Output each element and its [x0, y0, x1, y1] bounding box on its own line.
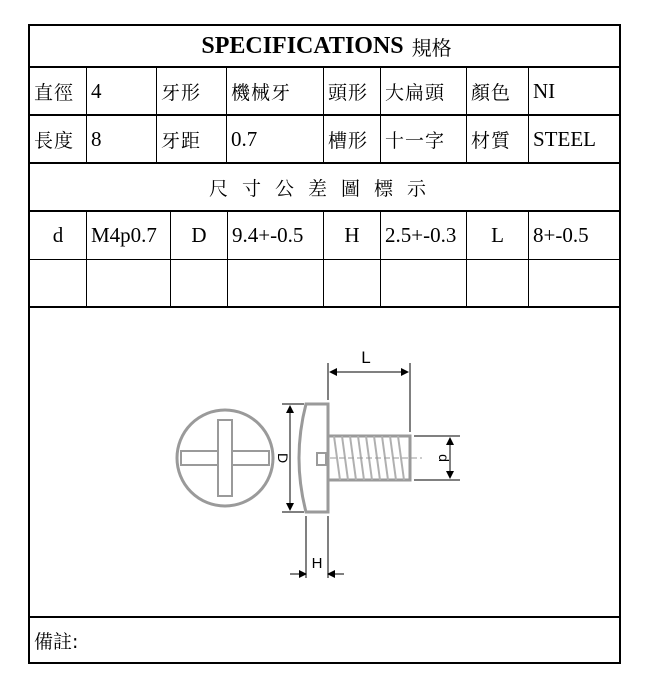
screw-head-side	[299, 404, 328, 512]
label-slot-type: 槽形	[324, 116, 381, 162]
empty-cell	[228, 260, 324, 306]
label-pitch: 牙距	[157, 116, 227, 162]
value-slot-type: 十一字	[381, 116, 467, 162]
empty-cell	[324, 260, 381, 306]
label-diameter: 直徑	[30, 68, 87, 114]
value-pitch: 0.7	[227, 116, 324, 162]
remark-label: 備註:	[34, 630, 79, 653]
dim-symbol-D: D	[171, 212, 228, 259]
label-color: 顏色	[467, 68, 529, 114]
spec-sheet	[28, 24, 621, 664]
value-thread-type: 機械牙	[227, 68, 324, 114]
value-material: STEEL	[533, 126, 596, 151]
title-cn: 規格	[411, 35, 452, 60]
dim-value-d: M4p0.7	[87, 212, 171, 259]
title-en: SPECIFICATIONS	[201, 32, 404, 59]
screw-side-view	[299, 404, 422, 512]
dim-symbol-L: L	[467, 212, 529, 259]
dim-value-L: 8+-0.5	[533, 223, 589, 247]
label-D: D	[275, 452, 291, 464]
value-diameter: 4	[87, 68, 157, 114]
page-title	[30, 26, 619, 66]
label-L: L	[361, 348, 371, 367]
label-H: H	[311, 555, 323, 572]
dimension-L	[328, 348, 410, 432]
dimension-row	[30, 212, 619, 260]
tolerance-title-row	[30, 164, 619, 212]
label-material: 材質	[467, 116, 529, 162]
dimension-H	[290, 516, 344, 578]
label-length: 長度	[30, 116, 87, 162]
value-color: NI	[533, 78, 556, 103]
dim-value-D: 9.4+-0.5	[228, 212, 324, 259]
empty-cell	[467, 260, 529, 306]
value-head-type: 大扁頭	[381, 68, 467, 114]
spec-row-2	[30, 116, 619, 164]
empty-cell	[171, 260, 228, 306]
label-head-type: 頭形	[324, 68, 381, 114]
value-length: 8	[87, 116, 157, 162]
screw-drawing-svg	[30, 308, 621, 618]
dim-value-H: 2.5+-0.3	[381, 212, 467, 259]
spec-row-1	[30, 68, 619, 116]
empty-cell	[381, 260, 467, 306]
empty-cell	[87, 260, 171, 306]
remark-row	[30, 616, 619, 662]
empty-dimension-row	[30, 260, 619, 308]
title-row	[30, 26, 619, 68]
label-thread-type: 牙形	[157, 68, 227, 114]
head-top-view	[177, 410, 273, 506]
empty-cell	[529, 260, 621, 306]
tolerance-title: 尺寸公差圖標示	[208, 177, 440, 200]
dim-symbol-H: H	[324, 212, 381, 259]
label-d: d	[436, 454, 452, 462]
empty-cell	[30, 260, 87, 306]
slot-cross-center	[219, 452, 231, 464]
slot-side	[317, 453, 326, 465]
screw-drawing	[30, 308, 619, 618]
dim-symbol-d: d	[30, 212, 87, 259]
